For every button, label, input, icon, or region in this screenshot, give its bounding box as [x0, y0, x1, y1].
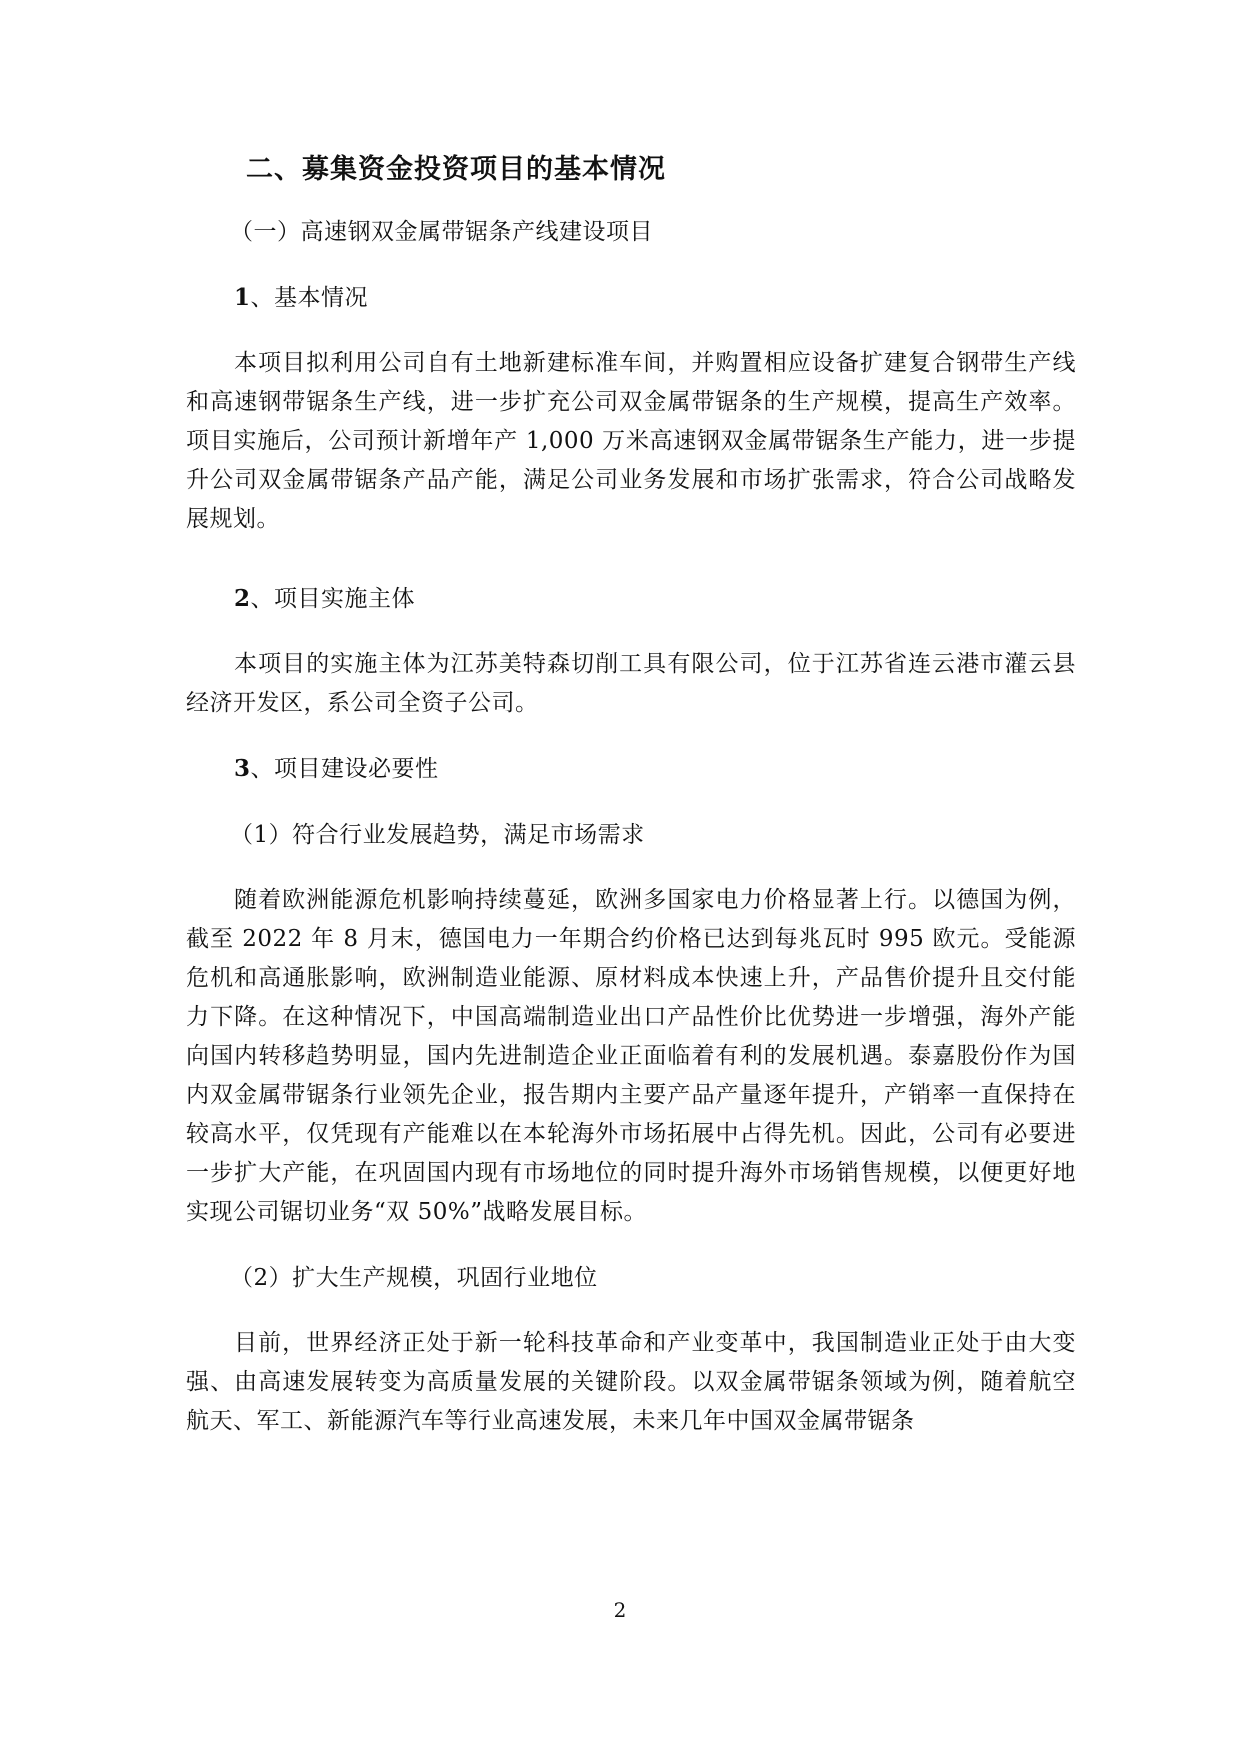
- necessity-number: 3: [234, 755, 251, 782]
- basic-info-label: 、基本情况: [250, 285, 369, 311]
- necessity-point2-paragraph: 目前，世界经济正处于新一轮科技革命和产业变革中，我国制造业正处于由大变强、由高速发展转变为高质量发展的关键阶段。以双金属带锯条领域为例，随着航空航天、军工、新能源汽车等行业高速发展，未来几年中国双金属带锯条: [186, 1330, 1076, 1434]
- basic-info-number: 1: [234, 284, 251, 311]
- page-content: [186, 150, 1076, 1467]
- necessity-heading: [234, 749, 1076, 789]
- project-heading: （一）高速钢双金属带锯条产线建设项目: [230, 219, 653, 245]
- basic-info-heading: [234, 278, 1076, 318]
- section-title: 二、募集资金投资项目的基本情况: [246, 154, 666, 185]
- necessity-point1-heading: （1）符合行业发展趋势，满足市场需求: [230, 822, 645, 848]
- page-number: 2: [613, 1598, 627, 1622]
- entity-paragraph: 本项目的实施主体为江苏美特森切削工具有限公司，位于江苏省连云港市灌云县经济开发区，系公司全资子公司。: [186, 651, 1076, 716]
- necessity-label: 、项目建设必要性: [250, 756, 439, 782]
- entity-heading: [234, 579, 1076, 619]
- entity-label: 、项目实施主体: [250, 586, 416, 612]
- basic-info-paragraph: 本项目拟利用公司自有土地新建标准车间，并购置相应设备扩建复合钢带生产线和高速钢带锯条生产线，进一步扩充公司双金属带锯条的生产规模，提高生产效率。项目实施后，公司预计新增年产 1,000 万米高速钢双金属带锯条生产能力，进一步提升公司双金属带锯条产品产能，满足公司业务发展和市场扩张需求，符合公司战略发展规划。: [186, 350, 1076, 532]
- entity-number: 2: [234, 585, 251, 612]
- necessity-point2-heading: （2）扩大生产规模，巩固行业地位: [230, 1265, 598, 1291]
- necessity-point1-paragraph: 随着欧洲能源危机影响持续蔓延，欧洲多国家电力价格显著上行。以德国为例，截至 2022 年 8 月末，德国电力一年期合约价格已达到每兆瓦时 995 欧元。受能源危机和高通胀影响，欧洲制造业能源、原材料成本快速上升，产品售价提升且交付能力下降。在这种情况下，中国高端制造业出口产品性价比优势进一步增强，海外产能向国内转移趋势明显，国内先进制造企业正面临着有利的发展机遇。泰嘉股份作为国内双金属带锯条行业领先企业，报告期内主要产品产量逐年提升，产销率一直保持在较高水平，仅凭现有产能难以在本轮海外市场拓展中占得先机。因此，公司有必要进一步扩大产能，在巩固国内现有市场地位的同时提升海外市场销售规模，以便更好地实现公司锯切业务“双 50%”战略发展目标。: [186, 887, 1076, 1225]
